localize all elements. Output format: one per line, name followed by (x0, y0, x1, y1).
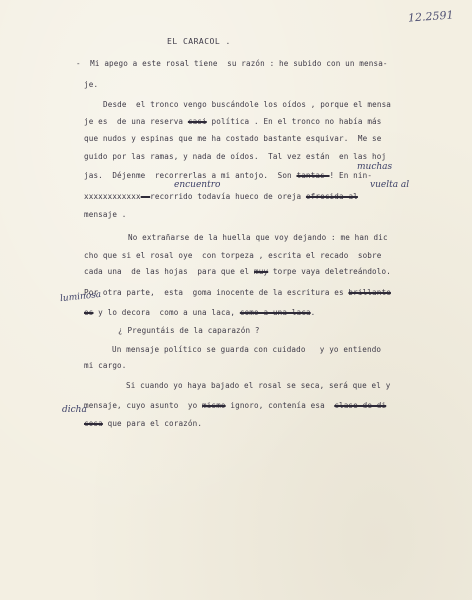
struck-text: mismo (202, 401, 226, 410)
struck-text: es (84, 308, 94, 317)
text-line: Desde el tronco vengo buscándole los oídos , porque el mensa (103, 100, 392, 109)
handwritten-insertion: encuentro (174, 180, 221, 190)
text-line: xxxxxxxxxxxx recorrido todavía hueco de oreja ofrecida al (84, 192, 358, 201)
archive-reference-number: 12.2591 (407, 8, 454, 25)
struck-text: casi (187, 117, 207, 126)
struck-text (141, 192, 150, 201)
text-line: mensaje, cuyo asunto yo mismo ignoro, contenía esa clase de di (84, 401, 387, 410)
text-line: jas. Déjenme recorrerlas a mi antojo. Son tantas ! En nin- (84, 171, 373, 180)
handwritten-insertion: vuelta al (370, 180, 410, 190)
text-line: cosa que para el corazón. (84, 419, 203, 428)
text-line: je. (84, 80, 99, 89)
handwritten-insertion: dicha (62, 405, 87, 415)
text-line: No extrañarse de la huella que voy dejando : me han dic (128, 233, 388, 242)
page-title: EL CARACOL . (167, 37, 231, 46)
text-line: mi cargo. (84, 361, 127, 370)
struck-text: clase de di (334, 401, 387, 410)
handwritten-insertion: muchas (357, 162, 393, 172)
text-line: Si cuando yo haya bajado el rosal se seca, será que el y (126, 381, 391, 390)
text-line: Por otra parte, esta goma inocente de la escritura es brillante (84, 288, 391, 297)
text-line: cho que si el rosal oye con torpeza , escrita el recado sobre (84, 251, 382, 260)
struck-text: brillante (348, 288, 391, 297)
text-line: que nudos y espinas que me ha costado bastante esquivar. Me se (84, 134, 382, 143)
struck-text: ofrecida al (305, 192, 358, 201)
struck-text: cosa (84, 419, 103, 428)
text-line: Un mensaje político se guarda con cuidado y yo entiendo (112, 345, 382, 354)
struck-text: muy (254, 267, 269, 276)
struck-text: tantas (296, 171, 330, 180)
text-line: mensaje . (84, 210, 127, 219)
handwritten-insertion: luminosa (59, 289, 102, 305)
text-line: es y lo decora como a una laca, como a una laca. (84, 308, 316, 317)
text-line: - Mi apego a este rosal tiene su razón : he subido con un mensa- (76, 59, 388, 68)
text-line: guido por las ramas, y nada de oídos. Tal vez están en las hoj (84, 152, 387, 161)
text-line: cada una de las hojas para que el muy torpe vaya deletreándolo. (84, 267, 391, 276)
text-line: ¿ Preguntáis de la caparazón ? (118, 326, 260, 335)
text-line: je es de una reserva casi política . En el tronco no había más (84, 117, 382, 126)
struck-text: como a una laca (239, 308, 311, 317)
